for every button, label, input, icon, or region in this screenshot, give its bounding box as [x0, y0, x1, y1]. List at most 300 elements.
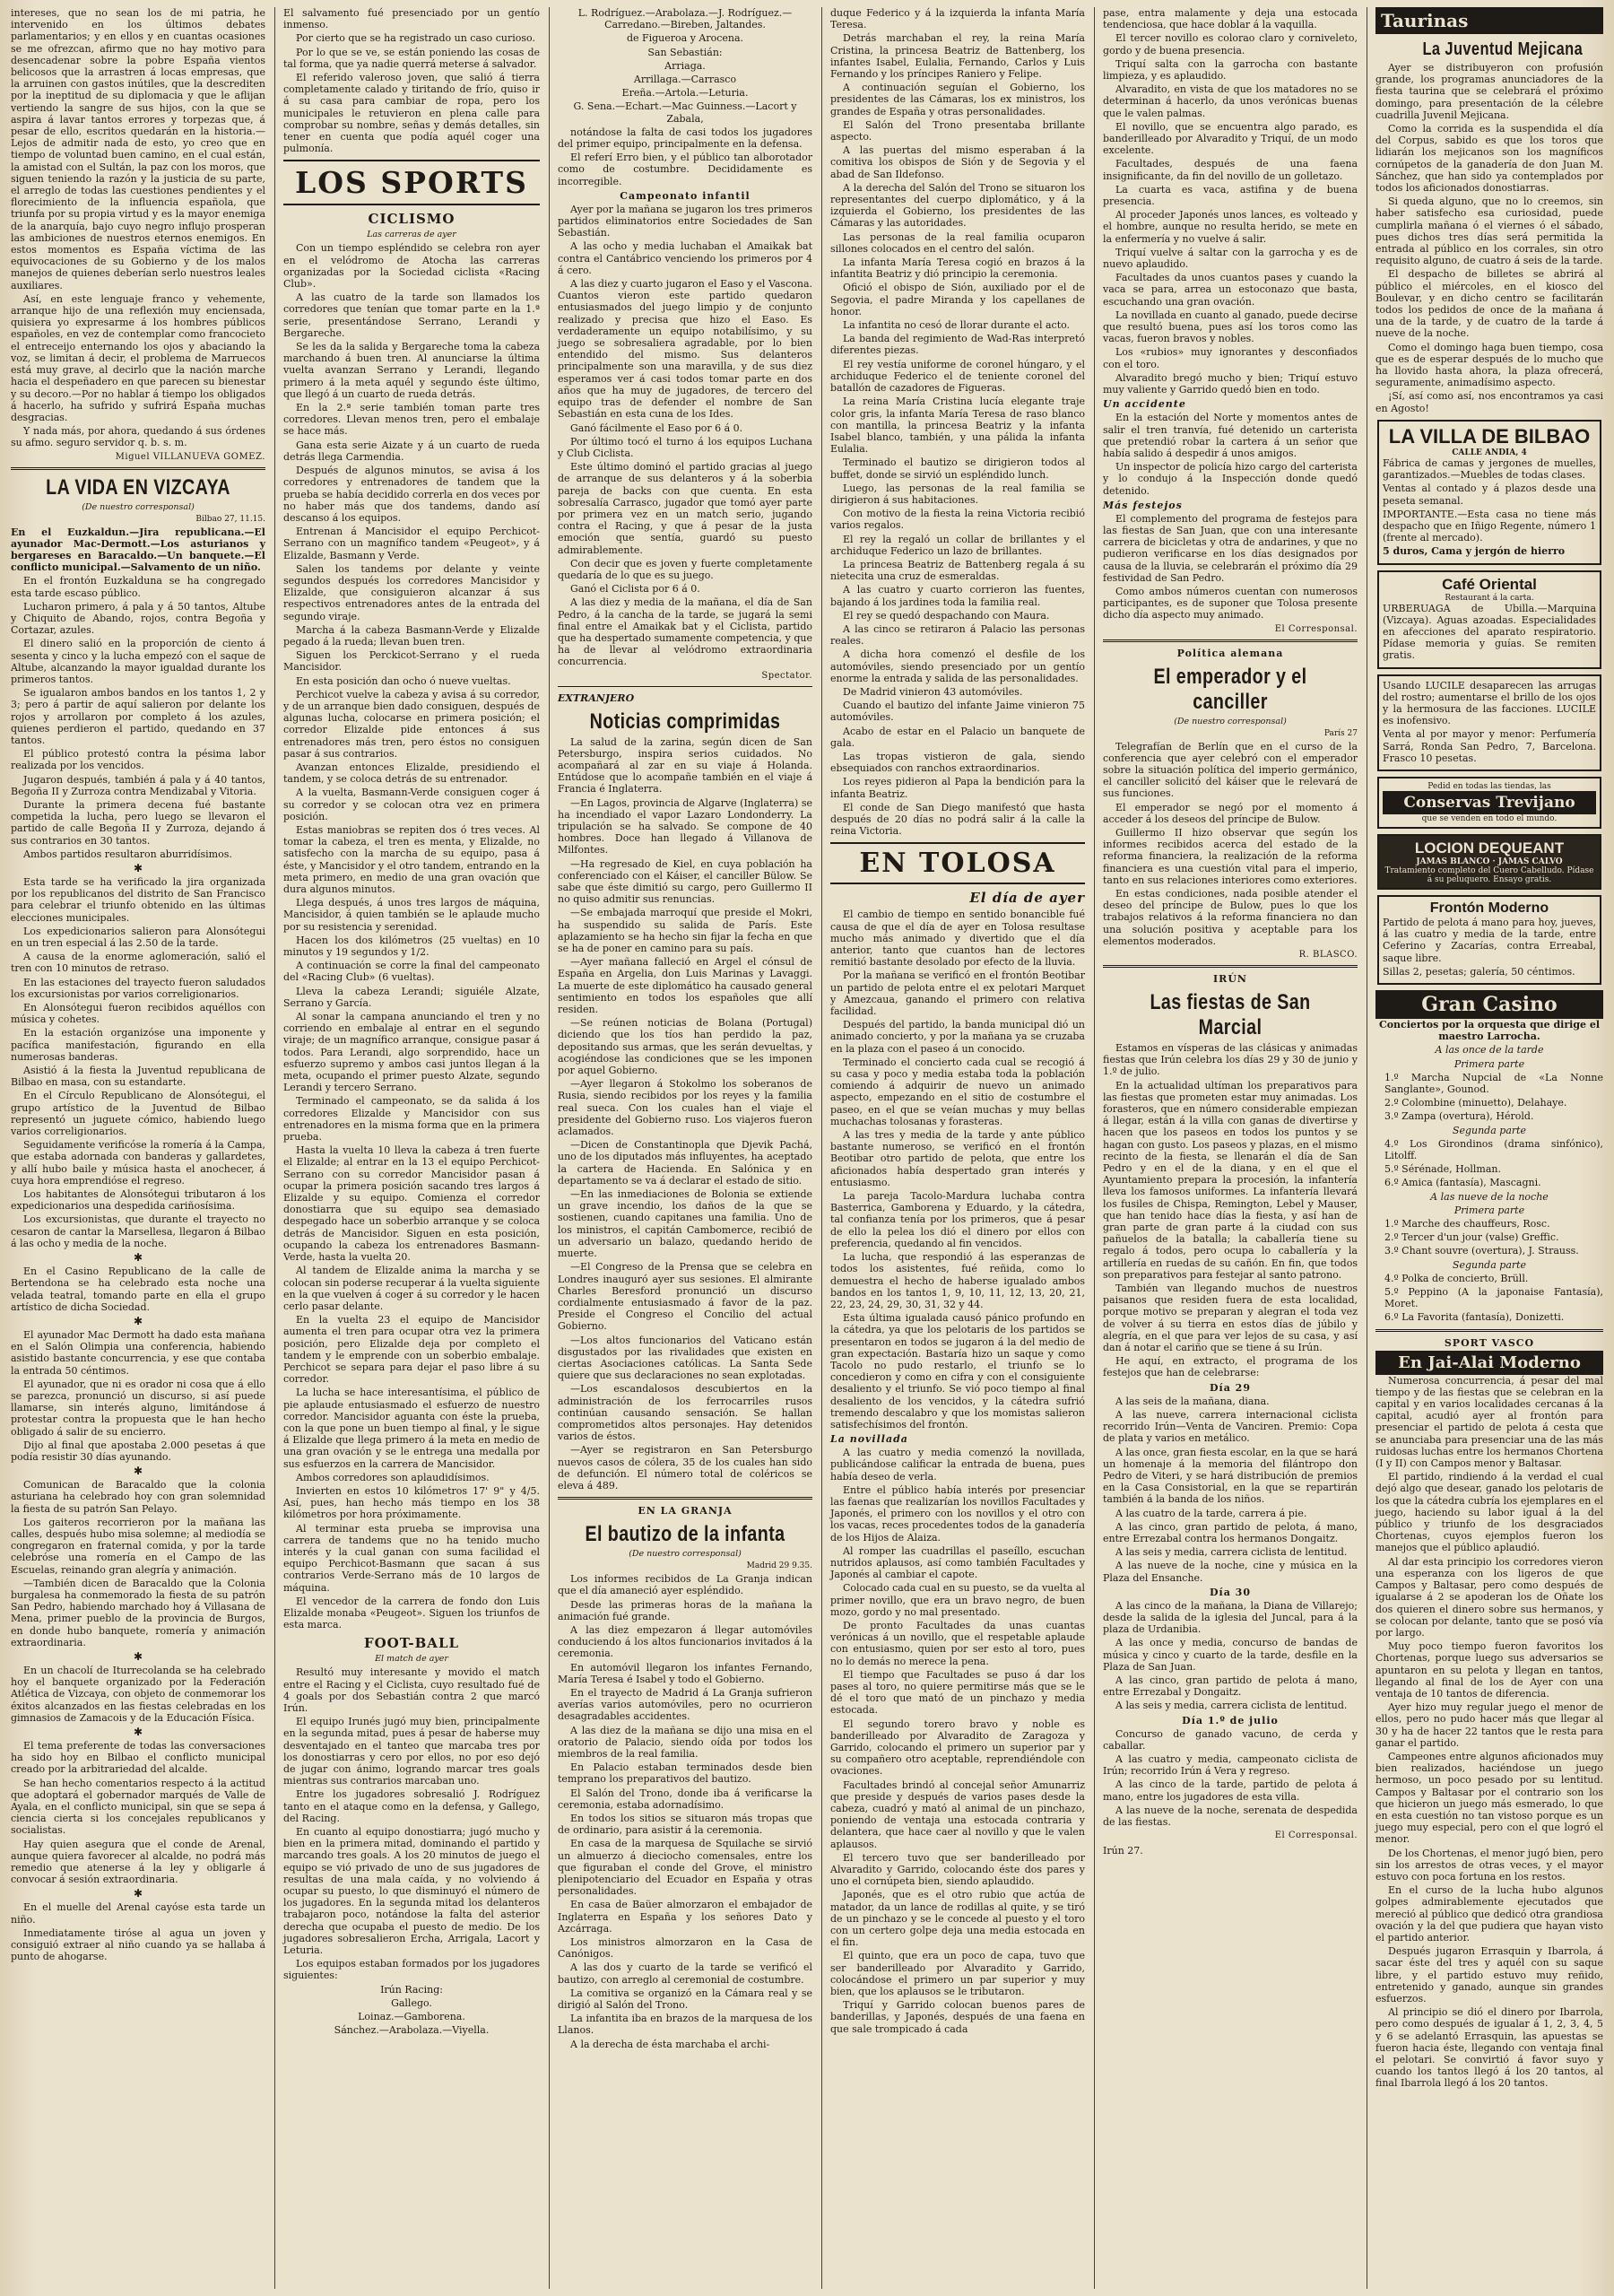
- article-text: Al tandem de Elizalde anima la marcha y se colocan sin poderse recuperar á la vuelta siguiente en la que vuelven á coger á su corredor y le hacen cerlo pasar delante.: [283, 1265, 540, 1312]
- byline: (De nuestro corresponsal): [82, 501, 195, 512]
- article-text: Los equipos estaban formados por los jugadores siguientes:: [283, 1958, 540, 1982]
- article-text: El emperador se negó por el momento á acceder á los deseos del príncipe de Bulow.: [1103, 801, 1358, 825]
- article-text: Los expedicionarios salieron para Alonsótegui en un tren especial á las 2.50 de la tarde.: [11, 925, 265, 950]
- article-text: Facultades, después de una faena insignificante, da fin del novillo de un golletazo.: [1103, 158, 1358, 182]
- article-text: El vencedor de la carrera de fondo don Luis Elizalde monaba «Peugeot». Siguen los triunfos de esta marca.: [283, 1595, 540, 1631]
- article-text: El tema preferente de todas las conversaciones ha sido hoy en Bilbao el conflicto municipal creado por la arbitrariedad del alcalde.: [11, 1740, 265, 1776]
- lineup-line: de Figueroa y Arocena.: [626, 32, 744, 45]
- article-text: Luego, las personas de la real familia se dirigieron á sus habitaciones.: [830, 482, 1085, 506]
- column-rule: [274, 7, 275, 2289]
- article-text: Inmediatamente tiróse al agua un joven y consiguió extraer al niño cuando ya se hallaba á punto de ahogarse.: [11, 1926, 265, 1963]
- article-text: Triquí salta con la garrocha con bastante limpieza, y es aplaudido.: [1103, 57, 1358, 83]
- signature: Spectator.: [761, 670, 812, 681]
- divider: [11, 467, 265, 470]
- headline-emperador-canciller: El emperador y el canciller: [1153, 664, 1307, 714]
- article-text: Así, en este lenguaje franco y vehemente, arranque hijo de una reflexión muy enciensada, quisiera yo expresarme á los hombres públicos españoles, en vez de contemplar como francocieto el entreceijo enternando los ojos y abaciando la voz, se limitan á decir, el problema de Marruecos está muy grave, al decirlo que la nación marche hacia el despeñadero en que parecen su bienestar y su decoro.—Por no hablar á tiempo los obligados á hacerlo, ha sufrido y sufrirá España muchas desgracias.: [11, 292, 265, 423]
- article-text: Ganó fácilmente el Easo por 6 á 0.: [570, 422, 743, 434]
- divider: [558, 1497, 812, 1500]
- article-text: Campeones entre algunos aficionados muy bien realizados, haciéndose un juego hermoso, un poco pesado por su lentitud. Campos y Baltasar por el contrario son los que hicieron un juego más esmerado, lo que en esta cuestión no tan vistoso porque es un juego muy especial, pero con el que logró el menor.: [1375, 1750, 1603, 1846]
- article-text: Desde las primeras horas de la mañana la animación fué grande.: [558, 1598, 812, 1622]
- program-item: 5.º Peppino (A la japonaise Fantasía), Moret.: [1384, 1286, 1603, 1310]
- lineup-line: Gallego.: [391, 1996, 432, 2009]
- article-text: notándose la falta de casi todos los jugadores del primer equipo, principalmente en la defensa.: [558, 126, 812, 151]
- ad-address: CALLE ANDIA, 4: [1452, 448, 1527, 457]
- program-item: 3.º Chant souvre (overtura), J. Strauss.: [1384, 1245, 1579, 1257]
- column-rule: [821, 7, 822, 2289]
- article-text: El tercero tuvo que ser banderilleado por Alvaradito y Garrido, colocando éste dos pares y uno el cornúpeta bien, siendo aplaudido.: [830, 1851, 1085, 1888]
- article-text: Asistió á la fiesta la Juventud republicana de Bilbao en masa, con su estandarte.: [11, 1065, 265, 1089]
- headline-gran-casino: Gran Casino: [1375, 990, 1603, 1019]
- article-text: Por la mañana se verificó en el frontón Beotibar un partido de pelota entre el ex pelotari Marquet y Amezcaua, ganando el primero con relativa facilidad.: [830, 970, 1085, 1018]
- article-text: El ayunador Mac Dermott ha dado esta mañana en el Salón Olimpia una conferencia, habiendo asistido bastante concurrencia, y ese que contaba la entrada 50 céntimos.: [11, 1328, 265, 1377]
- article-text: Durante la primera decena fué bastante competida la lucha, pero luego se llevaron el partido de calle Begoña II y Zurroza, dejando á sus contrarios en 30 tantos.: [11, 798, 265, 847]
- article-text: Entre el público había interés por presenciar las faenas que realizarían los novillos Facultades y Japonés, el primero con los novillos y el otro con los vacas, reces procedentes todos de la ganadería de los Hijos de Alaiza.: [830, 1483, 1085, 1544]
- article-text: El público protestó contra la pésima labor realizada por los vencidos.: [11, 748, 265, 772]
- article-text: Los «rubios» muy ignorantes y desconfiados con el toro.: [1103, 346, 1358, 370]
- article-text: —En Lagos, provincia de Algarve (Inglaterra) se ha incendiado el vapor Lazaro Londonderry. La tripulación se ha salvado. Se compone de 40 hombres. Doce han llegado á Villanova de Milfontes.: [558, 796, 812, 857]
- article-text: ¡Sí, así como así, nos encontramos ya casi en Agosto!: [1375, 390, 1603, 414]
- column-rule: [549, 7, 550, 2289]
- article-text: Por cierto que se ha registrado un caso curioso.: [296, 32, 535, 45]
- article-text: A continuación seguían el Gobierno, los presidentes de las Cámaras, los ex ministros, los grandes de España y otras personalidades.: [830, 82, 1085, 117]
- program-day: Día 29: [1210, 1381, 1251, 1394]
- article-text: En automóvil llegaron los infantes Fernando, María Teresa é Isabel y todo el Gobierno.: [558, 1661, 812, 1685]
- ad-conservas-trevijano: [1377, 777, 1601, 829]
- article-text: La pareja Tacolo-Mardura luchaba contra Basterrica, Gamborena y Eduardo, y la cátedra, tal confianza tenía por los primeros, que á pesar de ello la pelea los dió el dinero por ellos con preferencia, quedando al fin vencidos.: [830, 1190, 1085, 1249]
- divider: [1103, 965, 1358, 968]
- article-text: Por lo que se ve, se están poniendo las cosas de tal forma, que ya nadie querrá meterse á salvador.: [283, 46, 540, 70]
- article-text: Un inspector de policía hizo cargo del carterista y lo condujo á la Inspección donde quedó detenido.: [1103, 461, 1358, 497]
- article-text: El partido, rindiendo á la verdad el cual dejó algo que desear, ganado los pelotaris de los que la cátedra cubría los ejemplares en el juego, haciendo su labor igual á la del público y triunfo de los desgraciados Chortenas, cuyos ejemplos fueron los manejos que el público aplaudió.: [1375, 1471, 1603, 1554]
- article-text: Ambos corredores son aplaudidísimos.: [296, 1471, 490, 1483]
- article-text: El conde de San Diego manifestó que hasta después de 20 días no podrá salir á la calle la reina Victoria.: [830, 801, 1085, 838]
- ad-cafe-oriental: [1377, 570, 1601, 669]
- program-list: [1375, 1138, 1603, 1189]
- article-text: A las cuatro de la tarde son llamados los corredores que tenían que tomar parte en la 1.ª serie, presentándose Serrano, Lerandi y Bergareche.: [283, 291, 540, 339]
- subheading-novillada: La novillada: [830, 1433, 908, 1446]
- article-text: En casa de Baüer almorzaron el embajador de Inglaterra en España y los señores Dato y Azcárraga.: [558, 1899, 812, 1935]
- article-text: Muy poco tiempo fueron favoritos los Chortenas, porque luego sus adversarios se apuntaron en su pelota y llegan en tantos, llegando al final de los de Ayer con una ventaja de 10 tantos de diferencia.: [1375, 1640, 1603, 1700]
- program-item: 5.º Sérénade, Hollman.: [1384, 1163, 1501, 1176]
- article-text: Con motivo de la fiesta la reina Victoria recibió varios regalos.: [830, 508, 1085, 532]
- article-text: Salen los tandems por delante y veinte segundos después los corredores Mancisidor y Elizalde, que consiguieron alcanzar á sus respectivos entrenadores antes de la entrada del segundo viraje.: [283, 562, 540, 622]
- section-irun: IRÚN: [1213, 973, 1247, 985]
- article-text: A las diez empezaron á llegar automóviles conduciendo á los altos funcionarios invitados á la ceremonia.: [558, 1623, 812, 1660]
- article-text: Llega después, á unos tres largos de máquina, Mancisidor, á quien también se le aplaude mucho por su resistencia y serenidad.: [283, 897, 540, 933]
- column-4: [823, 7, 1092, 2289]
- article-text: He aquí, en extracto, el programa de los festejos que han de celebrarse:: [1103, 1355, 1358, 1379]
- article-text: Los informes recibidos de La Granja indican que el día amaneció ayer espléndido.: [558, 1573, 812, 1597]
- program-list: [1375, 1072, 1603, 1123]
- program-time: A las once de la tarde: [1435, 1044, 1544, 1057]
- article-text: El despacho de billetes se abrirá al público el miércoles, en el kiosco del Boulevar, y en dicho centro se facilitarán todos los pedidos de once de la mañana á una de la tarde, y de cuatro de la tarde á nueve de la noche.: [1375, 268, 1603, 340]
- article-text: En la actualidad ultíman los preparativos para las fiestas que prometen estar muy animadas. Los forasteros, que en número considerable empiezan á llegar, están á la villa con ganas de divertirse y hacen que los paseos en todos los puntos y se hagan con gusto. Los paseos y plazas, en el mismo recinto de la fiesta, se llenarán el día de San Pedro y en el de la diana, y en el que el Ayuntamiento prepara la procesión, la infantería lleva los famosos uniformes. La infantería llevará los fusiles de Chispa, Remington, Lebel y Mauser, que han tenido hace días la fiesta, y así han de gran parte de gran parte á la ciudad con sus pañuelos de la batalla; la caballería tiene su regalo á todos, pero ocupa lo caballería y la artillería en ruedas de su cañón. En fin, que todos son preparativos para festejar al santo patrono.: [1103, 1079, 1358, 1281]
- article-text: Lleva la cabeza Lerandi; siguiéle Alzate, Serrano y García.: [283, 985, 540, 1009]
- article-text: A causa de la enorme aglomeración, salió el tren con 10 minutos de retraso.: [11, 951, 265, 975]
- article-text: Triquí y Garrido colocan buenos pares de banderillas, y Japonés, después de una faena en que sale trompicado á cada: [830, 1999, 1085, 2035]
- article-text: A las cinco de la tarde, partido de pelota á mano, entre los jugadores de esta villa.: [1103, 1779, 1358, 1803]
- ad-fronton-moderno: [1377, 895, 1601, 985]
- article-text: Como el domingo haga buen tiempo, cosa que es de esperar después de lo mucho que ha llovido hasta ahora, la plaza ofrecerá, seguramente, animadísimo aspecto.: [1375, 341, 1603, 389]
- article-text: Lucharon primero, á pala y á 50 tantos, Altube y Chiquito de Abando, rojos, contra Begoña y Cortazar, azules.: [11, 600, 265, 637]
- article-text: —Los escandalosos descubiertos en la administración de los ferrocarriles rusos continúan causando sensación. Se hallan comprometidos altos personajes. Hay detenidos varios de éstos.: [558, 1383, 812, 1443]
- article-text: La novillada en cuanto al ganado, puede decirse que resultó buena, pues así los toros como las vacas, fueron bravos y nobles.: [1103, 309, 1358, 345]
- dateline: Madrid 29 9.35.: [746, 1561, 812, 1571]
- article-text: Detrás marchaban el rey, la reina María Cristina, la princesa Beatriz de Battenberg, los infantes Isabel, Eulalia, Fernando, Carlos y Luis Fernando y los príncipes Raniero y Felipe.: [830, 32, 1085, 81]
- article-text: A las nueve de la noche, cine y música en la Plaza del Ensanche.: [1103, 1560, 1358, 1584]
- team-name: Irún Racing:: [380, 1983, 443, 1996]
- article-text: En cuanto al equipo donostiarra; jugó mucho y bien en la primera mitad, dominando el partido y marcando tres goals. A los 20 minutos de juego el equipo se vió privado de uno de sus jugadores de resultas de una mala caída, y no volviendo á ocupar su puesto, lo que disminuyó el número de los jugadores. En la segunda mitad los delanteros trabajaron poco, notándose la falta del asterior derecha que ocupaba el puesto de medio. De los jugadores sobresalieron Ercha, Arrigala, Lacort y Leturia.: [283, 1826, 540, 1957]
- article-text: A las cinco se retiraron á Palacio las personas reales.: [830, 622, 1085, 648]
- article-text: Estas maniobras se repiten dos ó tres veces. Al tomar la cabeza, el tren es menta, y Elizalde, no satisfecho con la marcha de su equipo, pasa á éste, y Mancisidor y el otro tandem, entrando en la meta primero, en medio de una gran ovación que dura algunos minutos.: [283, 823, 540, 895]
- program-item: 2.º Tercer d'un jour (valse) Greffic.: [1384, 1231, 1559, 1244]
- article-text: Los reyes pidieron al Papa la bendición para la infanta Beatriz.: [830, 776, 1085, 800]
- headline-bautizo-infanta: El bautizo de la infanta: [585, 1522, 785, 1547]
- article-text: En la 2.ª serie también toman parte tres corredores. Llevan menos tren, pero el embalaje se hace más.: [283, 402, 540, 438]
- subheading-campeonato-infantil: Campeonato infantil: [620, 189, 751, 202]
- article-text: —Ayer se registraron en San Petersburgo nuevos casos de cólera, 35 de los cuales han sido de defunción. El número total de coléricos se eleva á 489.: [558, 1444, 812, 1492]
- article-text: A las cuatro y media, campeonato ciclista de Irún; recorrido Irún á Vera y regreso.: [1103, 1752, 1358, 1778]
- article-text: A las diez de la mañana se dijo una misa en el oratorio de Palacio, siendo oída por todos los miembros de la real familia.: [558, 1724, 812, 1760]
- article-text: Invierten en estos 10 kilómetros 17' 9" y 4/5. Así, pues, han hecho más tiempo en los 38 kilómetros por hora próximamente.: [283, 1484, 540, 1521]
- article-text: En el Círculo Republicano de Alonsótegui, el grupo artístico de la Juventud de Bilbao representó un juguete cómico, habiendo luego varios correligionarios.: [11, 1090, 265, 1138]
- article-text: —Ayer llegaron á Stokolmo los soberanos de Rusia, siendo recibidos por los reyes y la familia real sueca. Con los cuales han el viaje el presidente del Gobierno ruso. Los viajeros fueron aclamados.: [558, 1078, 812, 1138]
- article-text: Seguidamente verificóse la romería á la Campa, que estaba adornada con banderas y gallardetes, y allí hubo baile y música hasta el anochecer, á cuya hora emprendióse el regreso.: [11, 1139, 265, 1187]
- program-part: Segunda parte: [1452, 1258, 1527, 1271]
- article-text: A las ocho y media luchaban el Amaikak bat contra el Cantábrico venciendo los primeros por 4 á cero.: [558, 240, 812, 276]
- separator-asterisk: ✱: [133, 1251, 143, 1265]
- separator-asterisk: ✱: [133, 1314, 143, 1327]
- article-text: Hacen los dos kilómetros (25 vueltas) en 10 minutos y 19 segundos y 1/2.: [283, 934, 540, 959]
- article-text: El ayunador, que ni es orador ni cosa que á ello se parezca, pronunció un discurso, si así puede llamarse, sin interés alguno, limitándose á protestar contra la propuesta que le han hecho obligado á salir de su encierro.: [11, 1378, 265, 1438]
- article-text: Resultó muy interesante y movido el match entre el Racing y el Ciclista, cuyo resultado fué de 4 goals por dos Sebastián contra 2 que marcó Irún.: [283, 1666, 540, 1714]
- ad-text: IMPORTANTE.—Esta casa no tiene más despacho que en Iñigo Regente, número 1 (frente al mercado).: [1383, 508, 1596, 544]
- article-text: Hasta la vuelta 10 lleva la cabeza á tren fuerte el Elizalde; al entrar en la 13 el equipo Perchicot-Serrano con su corredor Mancisidor pasan á ocupar la primera posición sacando tres largos á Elizalde y su equipo. Comienza el corredor donostiarra que su equipo sea demasiado despegado hace un soberbio arranque y se coloca detrás de Mancisidor. Siguen en esta posición, ocupando la cabeza los entrenadores Basmann-Verde, hasta la vuelta 20.: [283, 1144, 540, 1264]
- separator-asterisk: ✱: [133, 1887, 143, 1900]
- article-text: El referido valeroso joven, que salió á tierra completamente calado y tiritando de frío, quiso ir á su casa para cambiar de ropa, pero los municipales le retuvieron en plena calle para comprobar su nombre, señas y demás detalles, sin tener en cuenta que podía aquél coger una pulmonía.: [283, 72, 540, 155]
- signature: El Corresponsal.: [1274, 1831, 1358, 1841]
- article-text: Entre los jugadores sobresalió J. Rodríguez tanto en el ataque como en la defensa, y Gallego, del Racing.: [283, 1788, 540, 1824]
- article-text: La infantita iba en brazos de la marquesa de los Llanos.: [558, 2013, 812, 2037]
- ad-title: LA VILLA DE BILBAO: [1388, 424, 1591, 448]
- article-text: A la vuelta, Basmann-Verde consiguen coger á su corredor y se colocan otra vez en primera posición.: [283, 787, 540, 822]
- article-text: —Ayer mañana falleció en Argel el cónsul de España en Argelia, don Luis Marinas y Lavaggi. La muerte de este diplomático ha causado general sentimiento en todos los españoles que allí residen.: [558, 956, 812, 1016]
- article-text: Acabo de estar en el Palacio un banquete de gala.: [830, 725, 1085, 749]
- section-foot-ball: FOOT-BALL: [363, 1635, 460, 1652]
- ad-text: Usando LUCILE desaparecen las arrugas del rostro; aumentarse el brillo de los ojos y la hermosura de las facciones. LUCILE es inofensivo.: [1383, 679, 1596, 727]
- article-text: A las cuatro y media comenzó la novillada, publicándose calificar la entrada de buena, pues había deseo de verla.: [830, 1447, 1085, 1483]
- article-text: Alvaradito, en vista de que los matadores no se determinan á hacerlo, da unos verónicas buenas que le valen palmas.: [1103, 83, 1358, 119]
- program-item: 4.º Polka de concierto, Brüll.: [1384, 1272, 1529, 1284]
- article-text: pase, entra malamente y deja una estocada tendenciosa, que hace doblar á la vaquilla.: [1103, 7, 1358, 31]
- article-text: —El Congreso de la Prensa que se celebra en Londres inauguró ayer sus sesiones. El almirante Charles Beresford pronunció un discurso cordialmente entusiasmado á favor de la paz. Preside el Congreso el Concilio del actual Gobierno.: [558, 1261, 812, 1333]
- article-text: Siguen los Perckicot-Serrano y el rueda Mancisidor.: [283, 649, 540, 674]
- article-text: Los excursionistas, que durante el trayecto no cesaron de cantar la Marsellesa, llegaron á Bilbao á las ocho y media de la noche.: [11, 1213, 265, 1249]
- article-text: A las nueve de la noche, serenata de despedida de las fiestas.: [1103, 1804, 1358, 1828]
- ad-title: Café Oriental: [1442, 575, 1537, 593]
- article-text: En esta posición dan ocho ó nueve vueltas.: [296, 674, 511, 687]
- program-item: 6.º La Favorita (fantasía), Donizetti.: [1384, 1311, 1565, 1324]
- article-text: En el frontón Euzkalduna se ha congregado esta tarde escaso público.: [11, 575, 265, 599]
- article-text: —Ha regresado de Kiel, en cuya población ha conferenciado con el Káiser, el canciller Bülow. Se sabe que éste dimitió su cargo, pero Guillermo II no quiso admitir sus renuncias.: [558, 857, 812, 906]
- article-text: A las nueve, carrera internacional ciclista recorrido Irún—Venta de Vanciren. Premio: Copa de plata y varios en metálico.: [1103, 1408, 1358, 1445]
- article-text: El quinto, que era un poco de capa, tuvo que ser banderilleado por Alvaradito y Garrido, colocándose el primero un par superior y muy bien, que los aplausos se le tributaron.: [830, 1950, 1085, 1998]
- article-text: A las tres y media de la tarde y ante público bastante numeroso, se verificó en el frontón Beotibar otro partido de pelota, que entre los aficionados había despertado gran interés y entusiasmo.: [830, 1129, 1085, 1188]
- article-text: El rey vestía uniforme de coronel húngaro, y el archiduque Federico el de teniente coronel del batallón de cazadores de Figueras.: [830, 358, 1085, 395]
- article-text: El tiempo que Facultades se puso á dar los pases al toro, no quiere permitirse más que se le dé el toro que mató de un pinchazo y media estocada.: [830, 1668, 1085, 1717]
- section-sport-vasco: SPORT VASCO: [1444, 1336, 1535, 1349]
- ad-text: Tratamiento completo del Cuero Cabelludo. Pídase á su peluquero. Ensayo gratis.: [1384, 865, 1594, 884]
- article-text: A las seis de la mañana, diana.: [1115, 1395, 1270, 1407]
- article-text: Al principio se dió el dinero por Ibarrola, pero como después de igualar á 1, 2, 3, 4, 5 y 6 se adelantó Errasquin, las apuestas se fueron hacia éste, llegando con ventaja final el pelotari. Se convirtió á favor suyo y cuando los tantos llegó á los 20 tantos, al final Ibarrola llegó á los 20 tantos.: [1375, 2006, 1603, 2090]
- article-text: —Los altos funcionarios del Vaticano están disgustados por las rivalidades que existen en ciertas Asociaciones católicas. La Santa Sede quiere que sus declaraciones no sean explotadas.: [558, 1334, 812, 1382]
- article-text: A las cuatro y cuarto corrieron las fuentes, bajando á los jardines toda la familia real.: [830, 584, 1085, 608]
- program-part: Primera parte: [1453, 1057, 1525, 1070]
- article-text: Facultades brindó al concejal señor Amunarriz que preside y después de varios pases desde la cabeza, cuadró y mató al animal de un pinchazo, poniendo de ventaja una estocada contraria y delantera, que hace caer al novillo y que le valen aplausos.: [830, 1779, 1085, 1850]
- section-ciclismo: CICLISMO: [368, 211, 456, 228]
- article-text: La reina María Cristina lucía elegante traje color gris, la infanta María Teresa de raso blanco con mantilla, la princesa Beatriz y la infanta Isabel blanco, también, y una pálida la infanta Eulalia.: [830, 396, 1085, 456]
- lineup-line: Arriaga.: [664, 59, 706, 72]
- byline: (De nuestro corresponsal): [629, 1549, 742, 1560]
- ad-villa-de-bilbao: [1377, 420, 1601, 565]
- article-text: En el muelle del Arenal cayóse esta tarde un niño.: [11, 1901, 265, 1926]
- article-text: Conciertos por la orquesta que dirige el maestro Larrocha.: [1378, 1018, 1601, 1043]
- article-text: Al dar esta principio los corredores vieron una esperanza con los ligeros de que Campos y Baltasar, pero como después de igualarse á 2 se apoderan los de Oñate los dos quieren el dinero sobre sus hermanos, y se colocan por delante, tanto que se posó vía por largo.: [1375, 1555, 1603, 1639]
- subheading: El match de ayer: [375, 1654, 448, 1665]
- article-text: A las cinco de la mañana, la Diana de Villarejo; desde la salida de la iglesia del Juncal, para á la plaza de Urdanibia.: [1103, 1599, 1358, 1636]
- article-text: El tercer novillo es colorao claro y corniveleto, gordo y de buena presencia.: [1103, 32, 1358, 57]
- article-text: A continuación se corre la final del campeonato del «Racing Club» (6 vueltas).: [283, 960, 540, 984]
- article-text: A dicha hora comenzó el desfile de los automóviles, siendo presenciado por un gentío enorme la entrada y salida de las personalidades.: [830, 648, 1085, 684]
- article-text: El dinero salió en la proporción de ciento á sesenta y cinco y la lucha empezó con el saque de Altube, alcanzando la mayor igualdad durante los primeros tantos.: [11, 638, 265, 685]
- article-text: La infanta María Teresa cogió en brazos á la infantita Beatriz y dió principio la ceremonia.: [830, 257, 1085, 281]
- section-politica-alemana: Política alemana: [1176, 647, 1284, 659]
- byline: (De nuestro corresponsal): [1174, 716, 1287, 726]
- article-text: Triquí vuelve á saltar con la garrocha y es de nuevo aplaudido.: [1103, 246, 1358, 271]
- column-5: [1096, 7, 1365, 2289]
- headline-juventud-mejicana: La Juventud Mejicana: [1422, 39, 1584, 59]
- program-day: Día 30: [1210, 1586, 1251, 1598]
- article-text: Terminado el concierto cada cual se recogió á su casa y poco y media estaba toda la población comiendo á adquirir de nuevo un animado aspecto, empezando en el sitio de costumbre el paseo, en el que se veían muchas y muy bellas muchachas tolosanas y forasteras.: [830, 1056, 1085, 1127]
- lineup-line: Sánchez.—Arabolaza.—Viyella.: [334, 2024, 490, 2037]
- article-text: Esta tarde se ha verificado la jira organizada por los republicanos del distrito de San Francisco para celebrar el triunfo obtenido en las últimas elecciones municipales.: [11, 876, 265, 924]
- article-text: Si queda alguno, que no lo creemos, sin haber satisfecho esa curiosidad, puede cumplirla mañana ó el viernes ó el sábado, pues dichos tres días será permitida la entrada al público en los corrales, sin otro requisito alguno, de cuatro á seis de la tarde.: [1375, 196, 1603, 267]
- article-text: A las dos y cuarto de la tarde se verificó el bautizo, con arreglo al ceremonial de costumbre.: [558, 1961, 812, 1986]
- lineup-line: Ereña.—Artola.—Leturia.: [621, 87, 749, 100]
- program-part: Primera parte: [1453, 1204, 1525, 1216]
- article-text: El cambio de tiempo en sentido bonancible fué causa de que el día de ayer en Tolosa resultase mucho más animado y divertido que el día anterior, tanto que cuantos han de lectores remitió bastante desolado por efecto de la lluvia.: [830, 909, 1085, 969]
- subheading: Un accidente: [1103, 398, 1186, 411]
- separator-asterisk: ✱: [133, 862, 143, 874]
- separator-asterisk: ✱: [133, 1465, 143, 1478]
- ad-title: Conservas Trevijano: [1383, 791, 1596, 814]
- article-text: Esta última igualada causó pánico profundo en la cátedra, ya que los pelotaris de los partidos se presentaron en todos se jugaron á la del medio de gran expectación. Bastaría hizo un saque y como Tacolo no pudo restarlo, el triunfo se lo concedieron y como en cifra y con el consiguiente desaliento y el triunfo. Se vió poco tiempo al final desaliento de los vencidos, y la cátedra sufrió tremendo descalabro y que los momistas salieron satisfechísimos del frontón.: [830, 1312, 1085, 1431]
- ad-text: URBERUAGA de Ubilla.—Marquina (Vizcaya). Aguas azoadas. Especialidades en afecciones del aparato respiratorio. Pídase memoria y guías. Se remiten gratis.: [1383, 602, 1596, 662]
- separator-asterisk: ✱: [133, 1726, 143, 1738]
- ad-text: Venta al por mayor y menor: Perfumería Sarrá, Ronda San Pedro, 7, Barcelona. Frasco 10 pesetas.: [1383, 728, 1596, 764]
- dateline: Irún 27.: [1103, 1845, 1143, 1857]
- article-text: Se igualaron ambos bandos en los tantos 1, 2 y 3; pero á partir de aquí salieron por delante los rojos y arrollaron por completo á los azules, quienes perdieron el partido, quedando en 37 tantos.: [11, 687, 265, 746]
- article-text: La infantita no cesó de llorar durante el acto.: [843, 319, 1071, 332]
- program-item: 2.º Colombine (minuetto), Delahaye.: [1384, 1097, 1567, 1109]
- program-item: 4.º Los Girondinos (drama sinfónico), Litolff.: [1384, 1137, 1603, 1161]
- headline-en-tolosa: EN TOLOSA: [830, 842, 1085, 884]
- article-text: Estamos en vísperas de las clásicas y animadas fiestas que Irún celebra los días 29 y 30 de junio y 1.º de julio.: [1103, 1042, 1358, 1078]
- article-text: Ganó el Ciclista por 6 á 0.: [570, 583, 700, 596]
- divider: [1375, 1329, 1603, 1332]
- article-text: A las diez y cuarto jugaron el Easo y el Vascona. Cuantos vieron este partido quedaron entusiasmados del juego limpio y de conjunto realizado y precisa que hizo el Easo. Es verdaderamente un equipo notabilísimo, y su juego se sobresaliera agradable, por lo bien entendido del mismo. Sus delanteros principalmente son una maravilla, y de sus diez esperamos ver á casi todos tomar parte en dos años que ha muy de jugadores, de tercero del equipo tras de defender el nombre de San Sebastián en esta cuna de los Ides.: [558, 278, 812, 421]
- article-text: En la vuelta 23 el equipo de Mancisidor aumenta el tren para ocupar otra vez la primera posición, pero Elizalde deja por completo el tandem y le emprende con un soberbio embalaje. Perchicot se separa para dejar el paso libre á su corredor.: [283, 1314, 540, 1386]
- article-text: El rey la regaló un collar de brillantes y el archiduque Federico un lazo de brillantes.: [830, 533, 1085, 557]
- article-text: Comunican de Baracaldo que la colonia asturiana ha celebrado hoy con gran solemnidad la fiesta de su patrón San Pelayo.: [11, 1479, 265, 1515]
- article-text: Después del partido, la banda municipal dió un animado concierto, y por la mañana ya se cruzaba en la plaza con el paseo á un conocido.: [830, 1019, 1085, 1055]
- ad-title: LOCION DEQUEANT: [1414, 839, 1565, 857]
- article-text: Al proceder Japonés unos lances, es volteado y el hombre, aunque no resulta herido, se mete en la enfermería y no vuelve á salir.: [1103, 209, 1358, 245]
- article-text: En la estación del Norte y momentos antes de salir el tren tranvía, fué detenido un carterista que pretendió robar la cartera á un señor que había salido á despedir á unos amigos.: [1103, 412, 1358, 459]
- article-text: En Alonsótegui fueron recibidos aquéllos con música y cohetes.: [11, 1002, 265, 1026]
- headline-vida-en-vizcaya: LA VIDA EN VIZCAYA: [46, 474, 230, 500]
- article-text: A las diez y media de la mañana, el día de San Pedro, á la cancha de la tarde, se jugará la semi final entre el Amaikak bat y el Ciclista, partido que ha despertado sumamente competencia, y que ha de llevar al velódromo extraordinaria concurrencia.: [558, 596, 812, 668]
- article-text: —Se embajada marroquí que preside el Mokri, ha suspendido su salida de París. Este aplazamiento se ha hecho sin fijar la fecha en que se ha de poner en camino para su país.: [558, 907, 812, 955]
- article-text: El Salón del Trono presentaba brillante aspecto.: [830, 118, 1085, 144]
- article-text: En un chacolí de Iturrecolanda se ha celebrado hoy el banquete organizado por la Federación Atlética de Vizcaya, con objeto de conmemorar los éxitos alcanzados en las fiestas celebradas en los gimnasios de Zamacois y de la Educación Física.: [11, 1664, 265, 1724]
- column-2: [276, 7, 547, 2289]
- headline-los-sports: LOS SPORTS: [283, 160, 540, 205]
- lineup-line: L. Rodríguez.—Arabolaza.—J. Rodríguez.—Carredano.—Bireben, Jaltandes.: [577, 7, 793, 31]
- divider: [1103, 639, 1358, 642]
- article-text: A las seis y media, carrera ciclista de lentitud.: [1115, 1546, 1348, 1559]
- article-text: Terminado el campeonato, se da salida á los corredores Elizalde y Mancisidor con sus entrenadores en la misma forma que en la primera prueba.: [283, 1095, 540, 1144]
- ad-locion-dequeant: [1377, 834, 1601, 890]
- divider: [558, 686, 812, 687]
- signature: R. BLASCO.: [1298, 950, 1358, 960]
- article-text: Telegrafían de Berlín que en el curso de la conferencia que ayer celebró con el emperador sobre la situación política del imperio germánico, el canciller solicitó del káiser que le relevará de sus funciones.: [1103, 740, 1358, 800]
- dateline: Bilbao 27, 11.15.: [195, 514, 265, 524]
- article-text: La salud de la zarina, según dicen de San Petersburgo, inspira serios cuidados. No acompañará al zar en su viaje á Holanda. Entúdose que lo acompañe también en el viaje á Francia é Inglaterra.: [558, 735, 812, 796]
- article-text: En el Casino Republicano de la calle de Bertendona se ha celebrado esta noche una velada teatral, tomando parte en ella el grupo artístico de dicha Sociedad.: [11, 1265, 265, 1313]
- article-text: Los gaiteros recorrieron por la mañana las calles, después hubo misa solemne; al mediodía se congregaron en fraternal comida, y por la tarde celebróse una romería en el Campo de las Escuelas, reinando gran alegría y animación.: [11, 1516, 265, 1576]
- article-text: En estas condiciones, nada posible atender el deseo del príncipe de Bulow, pues lo que los trabajos relativos á la reforma financiera no dan una solución positiva y aceptable para los elementos moderados.: [1103, 887, 1358, 947]
- article-text: Los habitantes de Alonsótegui tributaron á los expedicionarios una despedida cariñosísima.: [11, 1188, 265, 1213]
- article-text: Con decir que es joven y fuerte completamente quedaría de lo que es su juego.: [558, 557, 812, 581]
- article-text: En Palacio estaban terminados desde bien temprano los preparativos del bautizo.: [558, 1761, 812, 1786]
- article-text: —En las inmediaciones de Bolonia se extiende un grave incendio, los daños de la que se sostienen, cuando capitanes una familia. Uno de los ministros, el capitán Cambomerce, recibió de un adversario un balazo, quedando herido de muerte.: [558, 1188, 812, 1260]
- program-item: 6.º Amica (fantasía), Mascagni.: [1384, 1177, 1541, 1189]
- article-text: A las cinco, gran partido de pelota, á mano, entre Errezabal contra los hermanos Dongaitz.: [1103, 1520, 1358, 1544]
- program-day: Día 1.º de julio: [1182, 1714, 1279, 1726]
- ad-text: Partido de pelota á mano para hoy, jueves, á las cuatro y media de la tarde, entre Ceferino y Zacarías, contra Erreabal, saque libre.: [1383, 916, 1596, 964]
- article-text: A las cinco, gran partido de pelota á mano, entre Errezabal y Dongaitz.: [1103, 1674, 1358, 1699]
- article-text: Entrenan á Mancisidor el equipo Perchicot-Serrano con un magnífico tandem «Peugeot», y á Elizalde, Basmann y Verde.: [283, 526, 540, 561]
- article-text: El equipo Irunés jugó muy bien, principalmente en la segunda mitad, pues á pesar de haberse muy desventajado en el tanteo que marcaba tres por los donostiarras y cero por ellos, no por eso dejó de jugar con ánimo, logrando marcar tres goals mientras sus contrarios marcaban uno.: [283, 1716, 540, 1787]
- section-taurinas: Taurinas: [1375, 7, 1603, 34]
- ad-text: Sillas 2, pesetas; galería, 50 céntimos.: [1383, 965, 1575, 978]
- article-text: El rey se quedó despachando con Maura.: [843, 609, 1050, 622]
- article-text: A las cuatro de la tarde, carrera á pie.: [1115, 1507, 1307, 1519]
- article-text: En el curso de la lucha hubo algunos golpes admirablemente ejecutados que mereció al público que dedicó otra grandiosa ovación y la del que pudiera que hayan visto el partido anterior.: [1375, 1884, 1603, 1944]
- program-list: [1375, 1273, 1603, 1324]
- article-text: Las personas de la real familia ocuparon sillones colocados en el centro del salón.: [830, 230, 1085, 255]
- signature: Miguel VILLANUEVA GOMEZ.: [115, 451, 265, 462]
- article-text: Se han hecho comentarios respecto á la actitud que adoptará el gobernador marqués de Valle de Ayala, en el conflicto municipal, sin que se sepa á ciencia cierta si los concejales republicanos y socialistas.: [11, 1777, 265, 1837]
- article-text: En todos los sitios se situaron más tropas que de ordinario, para asistir á la ceremonia.: [558, 1813, 812, 1837]
- lineup-line: G. Sena.—Echart.—Mac Guinness.—Lacort y Zabala,: [573, 100, 797, 125]
- ad-text: 5 duros, Cama y jergón de hierro: [1383, 545, 1566, 558]
- article-text: De los Chortenas, el menor jugó bien, pero sin los arrestos de otras veces, y el mayor estuvo con poca fortuna en los restos.: [1375, 1847, 1603, 1883]
- article-text: El salvamento fué presenciado por un gentío inmenso.: [283, 7, 540, 31]
- article-text: También van llegando muchos de nuestros paisanos que residen fuera de esta localidad, porque motivo se preparan y alegran el toda vez de volver á su tierra en estos días de júbilo y alegría, en el que para ver lejos de su casa, y así dan á notar el cariño que se tiene á su Irún.: [1103, 1283, 1358, 1354]
- subheading: El día de ayer: [969, 890, 1085, 907]
- article-text: El segundo torero bravo y noble es banderilleado por Alvaradito de Zaragoza y Garrido, colocando el primero un superior par y su compañero otro aceptable, reprendiéndole con ovaciones.: [830, 1718, 1085, 1778]
- article-text: En las estaciones del trayecto fueron saludados los excursionistas por varios correligionarios.: [11, 976, 265, 1000]
- column-1: [4, 7, 273, 2289]
- article-text: —También dicen de Baracaldo que la Colonia burgalesa ha conmemorado la fiesta de su patrón San Pedro, habiendo marchado hoy á Villasana de Mena, primer pueblo de la provincia de Burgos, en donde hubo banquete, romería y animación extraordinaria.: [11, 1577, 265, 1648]
- article-text: Colocado cada cual en su puesto, se da vuelta al primer novillo, que era un bravo negro, de buen mozo, gordo y no mal presentado.: [830, 1582, 1085, 1618]
- ad-lucile: [1377, 674, 1601, 771]
- article-text: En casa de la marquesa de Squilache se sirvió un almuerzo á dieciocho comensales, entre los que figuraban el conde del Grove, el ministro plenipotenciario del Ecuador en España y otras personalidades.: [558, 1838, 812, 1898]
- headline-jai-alai-moderno: En Jai-Alai Moderno: [1375, 1351, 1603, 1375]
- article-text: A las puertas del mismo esperaban á la comitiva los obispos de Sión y de Segovia y el abad de San Ildefonso.: [830, 144, 1085, 180]
- article-text: Después de algunos minutos, se avisa á los corredores y entrenadores de tandem que la prueba se había decidido correrla en dos veces por no haber más que dos tandems, dando así descanso á los equipos.: [283, 465, 540, 524]
- article-text: Gana esta serie Aizate y á un cuarto de rueda detrás llega Carmendia.: [283, 439, 540, 463]
- subheading: Más festejos: [1103, 499, 1183, 511]
- program-item: 1.º Marche des chauffeurs, Rosc.: [1384, 1218, 1550, 1231]
- article-text: —Se reúnen noticias de Bolana (Portugal) diciendo que los tíos han perdido la paz, depositando sus armas, que les serán devueltas, y acogiéndose las condiciones que se les imponen por aquel Gobierno.: [558, 1017, 812, 1077]
- subheading: Las carreras de ayer: [367, 230, 456, 240]
- article-text: A las once, gran fiesta escolar, en la que se hará un homenaje á la memoria del filántropo don Pedro de Viteri, y se hará distribución de premios en la Casa Consistorial, en la que se repartirán también á la banda de los niños.: [1103, 1446, 1358, 1506]
- article-text: La lucha, que respondió á las esperanzas de todos los asistentes, fué reñida, como lo demuestra el hecho de haberse igualado ambos bandos en los tantos 1, 9, 10, 11, 12, 13, 20, 21, 22, 23, 24, 29, 30, 31, 32 y 44.: [830, 1251, 1085, 1310]
- article-text: Las tropas vistieron de gala, siendo ebsequiados con ranchos extraordinarios.: [830, 750, 1085, 775]
- lineup-line: Loinaz.—Gamborena.: [358, 2011, 465, 2023]
- article-text: El Salón del Trono, donde iba á verificarse la ceremonia, estaba adornadísimo.: [558, 1787, 812, 1811]
- article-text: A las seis y media, carrera ciclista de lentitud.: [1115, 1700, 1348, 1712]
- ad-text: Pedid en todas las tiendas, las: [1427, 781, 1551, 791]
- program-time: A las nueve de la noche: [1430, 1190, 1549, 1203]
- article-text: duque Federico y á la izquierda la infanta María Teresa.: [830, 7, 1085, 31]
- ad-title: Frontón Moderno: [1429, 900, 1549, 916]
- article-text: El novillo, que se encuentra algo parado, es banderilleado por Alvaradito y Triquí, de un modo excelente.: [1103, 120, 1358, 157]
- article-text: La banda del regimiento de Wad-Ras interpretó diferentes piezas.: [830, 333, 1085, 357]
- article-text: A las once y media, concurso de bandas de música y cinco y cuarto de la tarde, desfile en la Plaza de San Juan.: [1103, 1637, 1358, 1673]
- ad-text: Ventas al contado y á plazos desde una peseta semanal.: [1383, 483, 1596, 507]
- article-text: Perchicot vuelve la cabeza y avisa á su corredor, y de un arranque bien dado consiguen, después de algunas lucha, colocarse en primera posición; el corredor Elizalde pide entonces á sus entrenadores más tren, pero éstos no consiguen pasar á sus contrarios.: [283, 688, 540, 760]
- dateline: París 27: [1323, 728, 1358, 738]
- program-item: 1.º Marcha Nupcial de «La Nonne Sanglante», Gounod.: [1384, 1071, 1603, 1095]
- article-text: Como la corrida es la suspendida el día del Corpus, sabido es que los toros que lidiarán los mejicanos son los magníficos cornúpetos de la ganadería de don Juan M. Sánchez, que han sido ya contemplados por todos los aficionados donostiarras.: [1375, 123, 1603, 195]
- article-text: Ambos partidos resultaron aburridísimos.: [23, 848, 232, 860]
- article-text: Como ambos números cuentan con numerosos participantes, es de suponer que Tolosa presente dicho día aspecto muy animado.: [1103, 585, 1358, 622]
- article-text: Por último tocó el turno á los equipos Luchana y Club Ciclista.: [558, 435, 812, 459]
- team-name: San Sebastián:: [647, 46, 723, 58]
- article-text: Cuando el bautizo del infante Jaime vinieron 75 automóviles.: [830, 700, 1085, 724]
- article-text: Se les da la salida y Bergareche toma la cabeza marchando á buen tren. Al anunciarse la última vuelta avanzan Serrano y Lerandi, llegando primero á la meta aquél y segundo éste último, que llegó á un cuarto de rueda detrás.: [283, 341, 540, 400]
- article-text: A la derecha del Salón del Trono se situaron los representantes del cuerpo diplomático, y á la izquierda el Gobierno, los presidentes de las Cámaras y las autoridades.: [830, 181, 1085, 230]
- article-text: Ayer por la mañana se jugaron los tres primeros partidos eliminatorios entre Sociedades de San Sebastián.: [558, 203, 812, 239]
- article-text: Avanzan entonces Elizalde, presidiendo el tandem, y se coloca detrás de su entrenador.: [283, 761, 540, 786]
- article-text: A la derecha de ésta marchaba el archi-: [570, 2038, 770, 2050]
- section-en-la-granja: EN LA GRANJA: [638, 1505, 733, 1518]
- article-text: La cuarta es vaca, astifina y de buena presencia.: [1103, 183, 1358, 208]
- article-text: El complemento del programa de festejos para las fiestas de San Juan, que con una interesante carrera de bicicletas y otra de andarines, y que no pudieron verificarse en los días designados por causa de la lluvia, se celebrarán el próximo día 29 festividad de San Pedro.: [1103, 512, 1358, 584]
- lineup-line: Arrillaga.—Carrasco: [633, 74, 737, 86]
- article-text: Concurso de ganado vacuno, de cerda y caballar.: [1103, 1727, 1358, 1752]
- article-text: De Madrid vinieron 43 automóviles.: [843, 685, 1023, 698]
- ad-text: Fábrica de camas y jergones de muelles, garantizados.—Muebles de todas clases.: [1383, 457, 1596, 482]
- headline-noticias-comprimidas: Noticias comprimidas: [589, 709, 781, 734]
- article-text: Guillermo II hizo observar que según los informes recibidos acerca del estado de la reforma financiera, la realización de la reforma financiera es una cuestión vital para el imperio, tanto en sus relaciones interiores como exteriores.: [1103, 826, 1358, 886]
- article-text: Ayer hizo muy regular juego el menor de ellos, pero no pudo hacer más que llegar al 30 y ha de hacer 22 tantos que le resta para ganar el partido.: [1375, 1701, 1603, 1749]
- article-text: Japonés, que es el otro rubio que actúa de matador, da un lance de rodillas al quite, y se tiró de un pinchazo y se le concede al puesto y el toro con un certero golpe deja una media estocada en el fin.: [830, 1889, 1085, 1949]
